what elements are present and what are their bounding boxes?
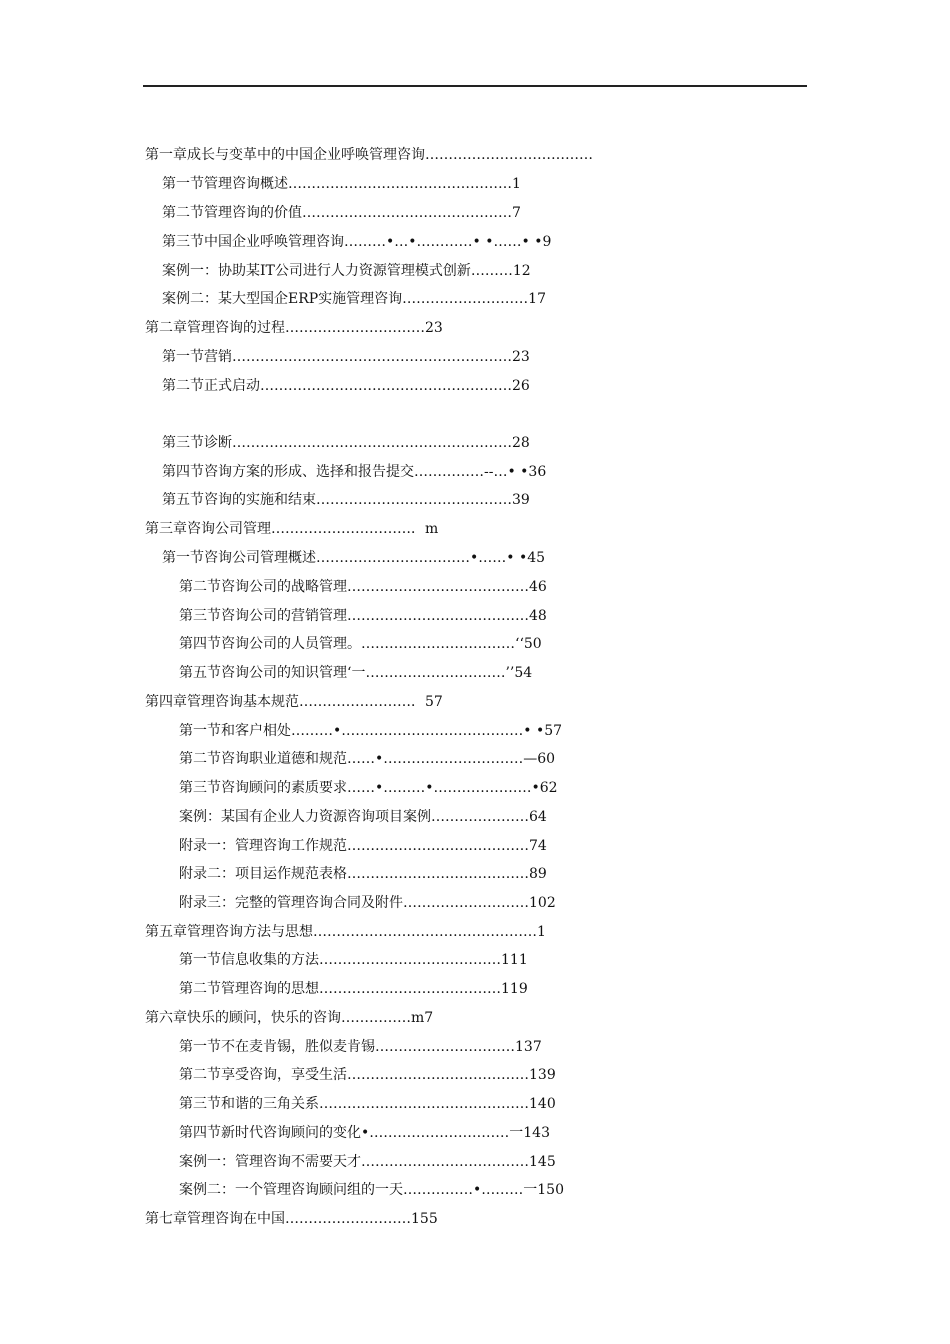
toc-appendix[interactable]: 附录三：完整的管理咨询合同及附件………………………102 <box>179 895 556 911</box>
toc-case[interactable]: 案例二：某大型国企ERP实施管理咨询………………………17 <box>162 291 546 307</box>
toc-section[interactable]: 第二节咨询职业道德和规范……•…………………………—60 <box>179 751 556 767</box>
toc-chapter-1[interactable]: 第一章成长与变革中的中国企业呼唤管理咨询……………………………… <box>145 147 593 163</box>
toc-chapter-2[interactable]: 第二章管理咨询的过程…………………………23 <box>145 320 443 336</box>
toc-chapter-6[interactable]: 第六章快乐的顾问，快乐的咨询……………m7 <box>145 1010 434 1026</box>
toc-section[interactable]: 第二节管理咨询的思想…………………………………119 <box>179 981 528 997</box>
toc-section[interactable]: 第一节咨询公司管理概述……………………………•……• •45 <box>162 550 546 566</box>
toc-section[interactable]: 第三节咨询公司的营销管理…………………………………48 <box>179 608 547 624</box>
toc-appendix[interactable]: 附录二：项目运作规范表格…………………………………89 <box>179 866 547 882</box>
toc-section[interactable]: 第一节管理咨询概述…………………………………………1 <box>162 176 521 192</box>
toc-case[interactable]: 案例一：管理咨询不需要天才………………………………145 <box>179 1154 556 1170</box>
toc-case[interactable]: 案例一：协助某IT公司进行人力资源管理模式创新………12 <box>162 263 531 279</box>
toc-chapter-5[interactable]: 第五章管理咨询方法与思想…………………………………………1 <box>145 924 546 940</box>
toc-section[interactable]: 第五节咨询的实施和结束……………………………………39 <box>162 492 530 508</box>
toc-chapter-3[interactable]: 第三章咨询公司管理…………………………．m <box>145 521 439 537</box>
toc-case[interactable]: 案例二：一个管理咨询顾问组的一天……………•………一150 <box>179 1182 564 1198</box>
toc-section[interactable]: 第四节咨询方案的形成、选择和报告提交……………--…• •36 <box>162 464 547 480</box>
toc-section[interactable]: 第五节咨询公司的知识管理‘一…………………………’’54 <box>179 665 533 681</box>
toc-section[interactable]: 第四节咨询公司的人员管理。……………………………‘‘50 <box>179 636 542 652</box>
toc-appendix[interactable]: 附录一：管理咨询工作规范…………………………………74 <box>179 838 547 854</box>
toc-section[interactable]: 第二节咨询公司的战略管理…………………………………46 <box>179 579 547 595</box>
toc-case[interactable]: 案例：某国有企业人力资源咨询项目案例…………………64 <box>179 809 547 825</box>
toc-section[interactable]: 第一节信息收集的方法…………………………………111 <box>179 952 528 968</box>
toc-section[interactable]: 第三节和谐的三角关系………………………………………140 <box>179 1096 556 1112</box>
toc-section[interactable]: 第三节诊断……………………………………………………28 <box>162 435 530 451</box>
toc-chapter-4[interactable]: 第四章管理咨询基本规范……………………．57 <box>145 694 443 710</box>
toc-section[interactable]: 第一节不在麦肯锡，胜似麦肯锡…………………………137 <box>179 1039 542 1055</box>
toc-section[interactable]: 第四节新时代咨询顾问的变化•…………………………一143 <box>179 1125 550 1141</box>
toc-section[interactable]: 第二节享受咨询，享受生活…………………………………139 <box>179 1067 556 1083</box>
toc-section[interactable]: 第二节管理咨询的价值………………………………………7 <box>162 205 521 221</box>
toc-section[interactable]: 第三节咨询顾问的素质要求……•………•…………………•62 <box>179 780 558 796</box>
toc-section[interactable]: 第三节中国企业呼唤管理咨询………•…•…………• •……• •9 <box>162 234 552 250</box>
toc-chapter-7[interactable]: 第七章管理咨询在中国………………………155 <box>145 1211 438 1227</box>
toc-section[interactable]: 第一节和客户相处………•…………………………………• •57 <box>179 723 563 739</box>
toc-section[interactable]: 第二节正式启动………………………………………………26 <box>162 378 530 394</box>
toc-section[interactable]: 第一节营销……………………………………………………23 <box>162 349 530 365</box>
